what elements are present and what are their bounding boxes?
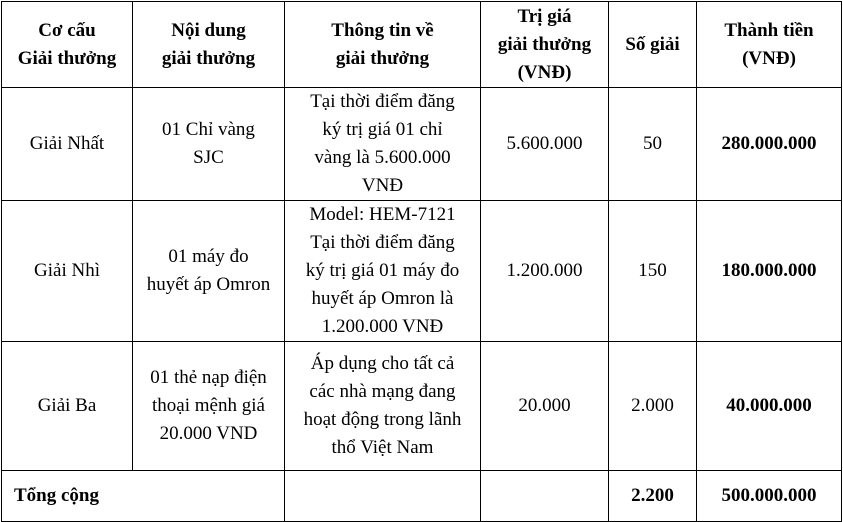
prize-total-cell: 40.000.000 bbox=[697, 342, 842, 471]
summary-count: 2.200 bbox=[609, 471, 697, 522]
summary-empty-cell bbox=[481, 471, 609, 522]
prize-content-cell: 01 thẻ nạp điện thoại mệnh giá 20.000 VND bbox=[133, 342, 285, 471]
header-content: Nội dung giải thưởng bbox=[133, 2, 285, 88]
prize-table bbox=[1, 1, 842, 522]
prize-count-cell: 2.000 bbox=[609, 342, 697, 471]
header-total: Thành tiền (VNĐ) bbox=[697, 2, 842, 88]
prize-total-cell: 280.000.000 bbox=[697, 88, 842, 201]
prize-value-cell: 1.200.000 bbox=[481, 201, 609, 342]
table-row bbox=[2, 201, 842, 342]
prize-count-cell: 50 bbox=[609, 88, 697, 201]
header-count: Số giải bbox=[609, 2, 697, 88]
header-value: Trị giá giải thưởng (VNĐ) bbox=[481, 2, 609, 88]
prize-total-cell: 180.000.000 bbox=[697, 201, 842, 342]
header-row bbox=[2, 2, 842, 88]
prize-content-cell: 01 máy đo huyết áp Omron bbox=[133, 201, 285, 342]
prize-value-cell: 20.000 bbox=[481, 342, 609, 471]
prize-info-cell: Model: HEM-7121 Tại thời điểm đăng ký trị giá 01 máy đo huyết áp Omron là 1.200.000 VNĐ bbox=[285, 201, 481, 342]
prize-content-cell: 01 Chỉ vàng SJC bbox=[133, 88, 285, 201]
prize-info-cell: Tại thời điểm đăng ký trị giá 01 chỉ vàng là 5.600.000 VNĐ bbox=[285, 88, 481, 201]
header-info: Thông tin về giải thưởng bbox=[285, 2, 481, 88]
summary-total: 500.000.000 bbox=[697, 471, 842, 522]
prize-count-cell: 150 bbox=[609, 201, 697, 342]
prize-structure-cell: Giải Nhì bbox=[2, 201, 133, 342]
prize-info-cell: Áp dụng cho tất cả các nhà mạng đang hoạt động trong lãnh thổ Việt Nam bbox=[285, 342, 481, 471]
summary-row bbox=[2, 471, 842, 522]
table-row bbox=[2, 342, 842, 471]
table-row bbox=[2, 88, 842, 201]
summary-label: Tổng cộng bbox=[2, 471, 285, 522]
prize-value-cell: 5.600.000 bbox=[481, 88, 609, 201]
prize-structure-cell: Giải Ba bbox=[2, 342, 133, 471]
summary-empty-cell bbox=[285, 471, 481, 522]
header-structure: Cơ cấu Giải thưởng bbox=[2, 2, 133, 88]
prize-structure-cell: Giải Nhất bbox=[2, 88, 133, 201]
